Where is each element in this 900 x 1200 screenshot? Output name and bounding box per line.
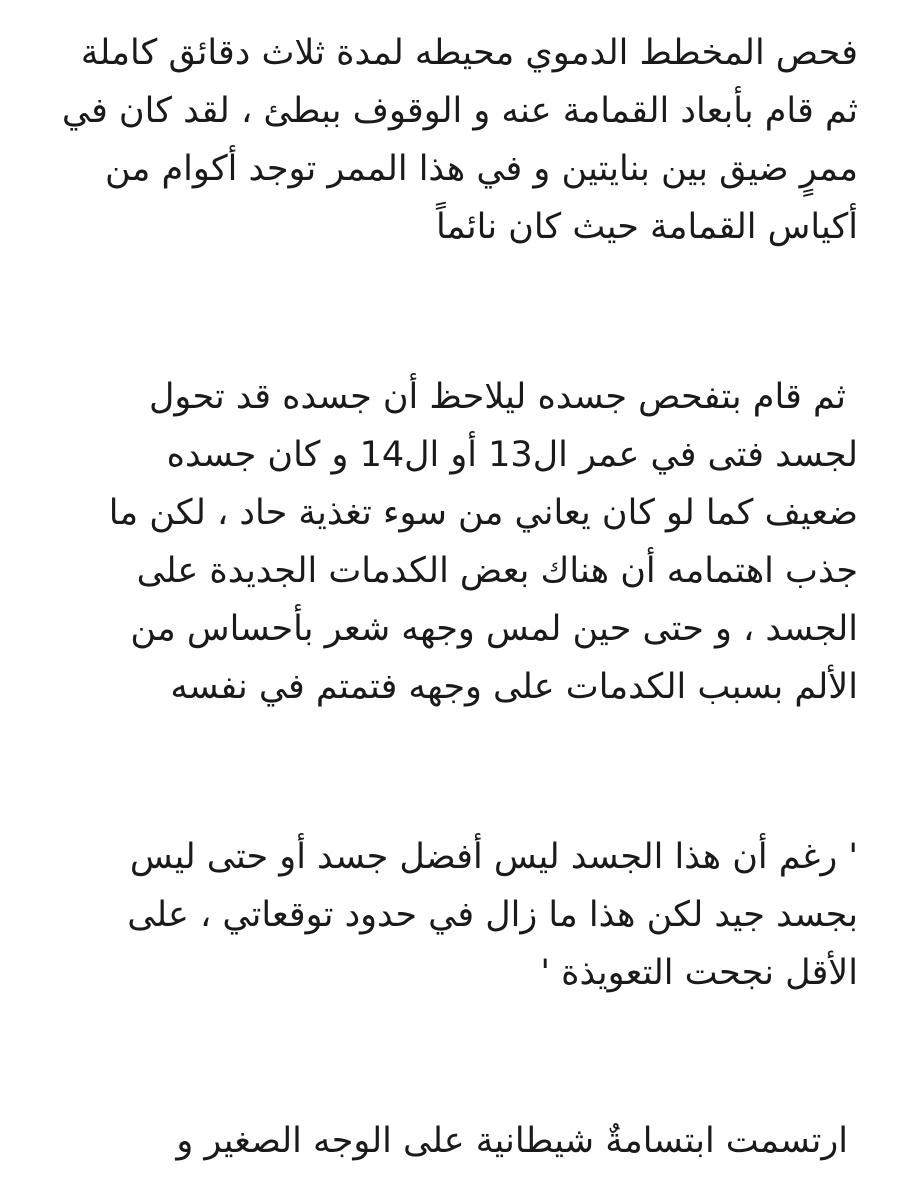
text-line: لجسد فتى في عمر ال13 أو ال14 و كان جسده — [166, 435, 858, 475]
text-line: الأقل نجحت التعويذة ' — [540, 953, 858, 993]
text-line: جذب اهتمامه أن هناك بعض الكدمات الجديدة على — [136, 551, 858, 591]
text-line: ارتسمت ابتسامةٌ شيطانية على الوجه الصغير و — [176, 1121, 848, 1161]
text-line: الجسد ، و حتى حين لمس وجهه شعر بأحساس من — [130, 609, 858, 649]
text-line: ممرٍ ضيق بين بنايتين و في هذا الممر توجد أكوام من — [104, 149, 858, 189]
paragraph-3 — [127, 828, 858, 1002]
text-line: فحص المخطط الدموي محيطه لمدة ثلاث دقائق كاملة — [80, 33, 858, 73]
text-line: أكياس القمامة حيث كان نائماً — [436, 207, 858, 247]
text-line: ثم قام بتفحص جسده ليلاحظ أن جسده قد تحول — [148, 377, 846, 417]
paragraph-1 — [62, 24, 858, 256]
text-line: ضعيف كما لو كان يعاني من سوء تغذية حاد ، لكن ما — [108, 493, 858, 533]
paragraph-2 — [109, 368, 858, 716]
text-line: ثم قام بأبعاد القمامة عنه و الوقوف ببطئ ، لقد كان في — [61, 91, 858, 131]
paragraph-4 — [176, 1112, 858, 1170]
text-line: الألم بسبب الكدمات على وجهه فتمتم في نفسه — [170, 667, 858, 707]
text-line: بجسد جيد لكن هذا ما زال في حدود توقعاتي ، على — [127, 895, 858, 935]
text-line: ' رغم أن هذا الجسد ليس أفضل جسد أو حتى ليس — [129, 837, 858, 877]
